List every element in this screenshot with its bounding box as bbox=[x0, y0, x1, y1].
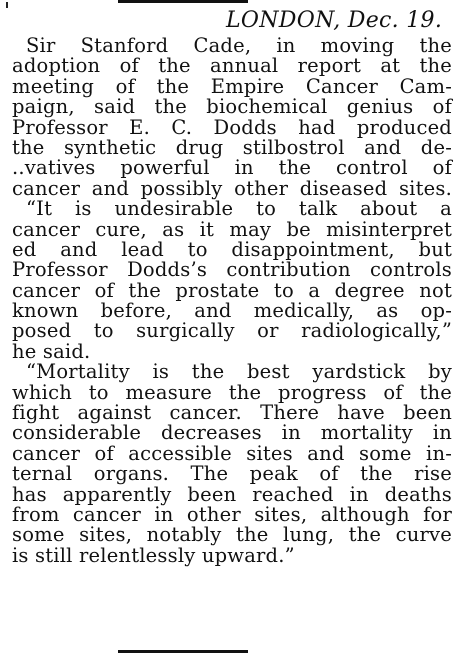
text-line: is still relentlessly upward.” bbox=[12, 543, 295, 567]
text-line: Sir Stanford Cade, in moving the bbox=[26, 34, 452, 57]
text-line: posed to surgically or radiologically,” bbox=[12, 319, 452, 343]
text-line: ed and lead to disappointment, but bbox=[12, 237, 452, 261]
paragraph bbox=[12, 36, 452, 199]
text-line: Professor Dodds’s contribution controls bbox=[12, 258, 452, 282]
text-line: considerable decreases in mortality in bbox=[12, 421, 452, 445]
text-line: some sites, notably the lung, the curve bbox=[12, 523, 452, 547]
text-line: cancer cure, as it may be misinterpret bbox=[12, 217, 452, 241]
paragraph bbox=[12, 199, 452, 362]
text-line: Professor E. C. Dodds had produced bbox=[12, 115, 452, 139]
text-line: the synthetic drug stilbostrol and de- bbox=[12, 135, 452, 159]
text-line: from cancer in other sites, although for bbox=[12, 502, 452, 526]
text-line: cancer and possibly other diseased sites. bbox=[12, 176, 452, 200]
text-line: known before, and medically, as op- bbox=[12, 299, 452, 323]
bottom-rule bbox=[118, 650, 248, 653]
top-rule bbox=[118, 0, 248, 3]
text-line: “Mortality is the best yardstick by bbox=[26, 360, 452, 384]
corner-mark bbox=[6, 2, 8, 8]
paragraph bbox=[12, 362, 452, 566]
text-line: which to measure the progress of the bbox=[12, 380, 452, 404]
text-line: cancer of accessible sites and some in- bbox=[12, 441, 452, 465]
text-line: ..vatives powerful in the control of bbox=[12, 156, 452, 180]
text-line: adoption of the annual report at the bbox=[12, 54, 452, 78]
text-line: fight against cancer. There have been bbox=[12, 401, 452, 425]
dateline: LONDON, Dec. 19. bbox=[226, 8, 443, 33]
text-line: he said. bbox=[12, 339, 91, 363]
text-line: cancer of the prostate to a degree not bbox=[12, 278, 452, 302]
text-line: has apparently been reached in deaths bbox=[12, 482, 452, 506]
text-line: ternal organs. The peak of the rise bbox=[12, 462, 452, 486]
text-line: paign, said the biochemical genius of bbox=[12, 95, 452, 119]
text-line: meeting of the Empire Cancer Cam- bbox=[12, 74, 452, 98]
text-line: “It is undesirable to talk about a bbox=[26, 197, 452, 221]
article-body bbox=[12, 36, 452, 566]
